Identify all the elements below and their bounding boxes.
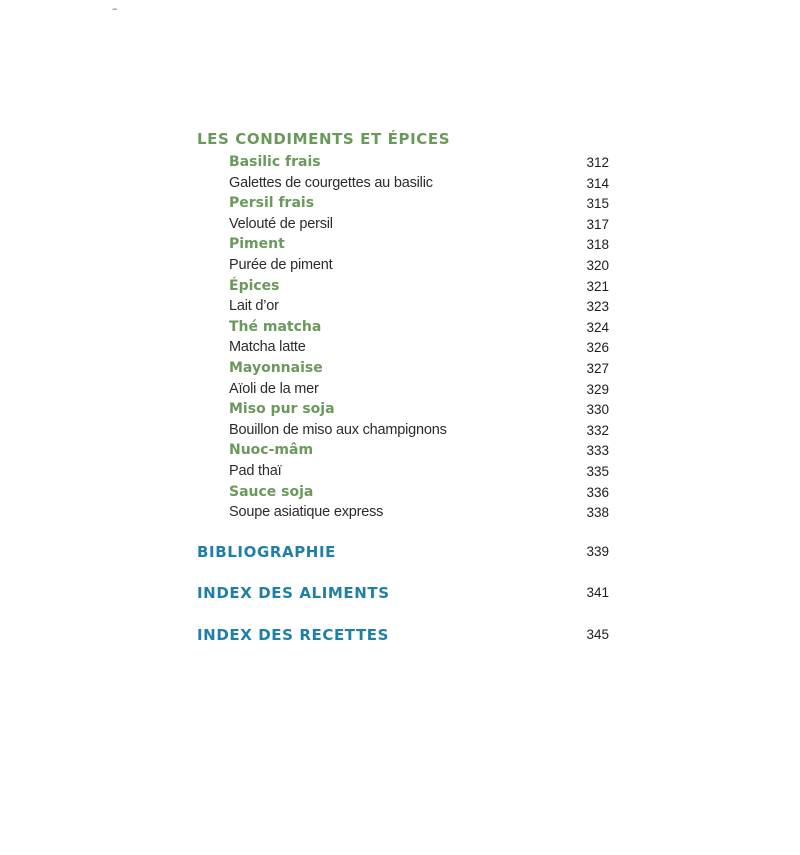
section-title: LES CONDIMENTS ET ÉPICES [197,130,451,148]
toc-entry-label: Aïoli de la mer [229,380,319,397]
toc-entry-page: 321 [586,278,609,294]
toc-major-page: 345 [586,626,609,642]
toc-entry-page: 335 [586,463,609,479]
toc-entry-page: 333 [586,443,609,459]
toc-entry-page: 318 [586,237,609,253]
toc-entry-label: Nuoc-mâm [229,442,314,459]
toc-major-index-aliments[interactable] [197,584,609,626]
toc-entry-basilic-frais[interactable] [197,152,609,173]
toc-entry-label: Soupe asiatique express [229,504,384,521]
toc-entry-label: Pad thaï [229,462,282,479]
toc-entry-pad-thai[interactable] [197,461,609,482]
toc-entry-page: 332 [586,422,609,438]
toc-entry-label: Purée de piment [229,256,333,273]
toc-entry-page: 324 [586,319,609,335]
toc-major-title: BIBLIOGRAPHIE [197,542,336,561]
toc-entry-page: 323 [586,299,609,315]
toc-entry-lait-dor[interactable] [197,296,609,317]
toc-entry-puree[interactable] [197,255,609,276]
toc-entry-piment[interactable] [197,234,609,255]
toc-entry-page: 314 [586,175,609,191]
toc-entry-mayonnaise[interactable] [197,358,609,379]
toc-entry-page: 330 [586,402,609,418]
toc-entry-page: 329 [586,381,609,397]
toc-entry-page: 312 [586,155,609,170]
toc-entry-soupe[interactable] [197,502,609,523]
toc-major-index-recettes[interactable] [197,626,609,668]
toc-entry-nuoc-mam[interactable] [197,440,609,461]
toc-entry-label: Persil frais [229,195,315,212]
toc-entry-page: 317 [586,216,609,232]
toc-entry-label: Basilic frais [229,154,321,170]
toc-entry-page: 327 [586,360,609,376]
corner-mark: – [112,2,118,15]
toc-entry-label: Mayonnaise [229,359,323,376]
toc-entry-epices[interactable] [197,276,609,297]
toc-entry-label: Miso pur soja [229,401,335,418]
toc-entry-page: 336 [586,484,609,500]
toc-entry-galettes[interactable] [197,173,609,194]
toc-major-bibliographie[interactable] [197,543,609,585]
toc-entry-label: Piment [229,236,285,253]
toc-entry-page: 338 [586,505,609,521]
toc-entry-aioli[interactable] [197,379,609,400]
toc-entry-veloute[interactable] [197,214,609,235]
toc-entry-page: 315 [586,196,609,212]
toc-entry-label: Lait d’or [229,298,279,315]
toc-major-page: 339 [586,543,609,559]
toc-entry-label: Épices [229,277,280,294]
toc-entry-persil-frais[interactable] [197,193,609,214]
section-heading [197,126,609,152]
toc-entry-miso[interactable] [197,399,609,420]
toc-entry-label: Thé matcha [229,318,322,335]
toc-entry-label: Bouillon de miso aux champignons [229,421,447,438]
toc-entry-label: Velouté de persil [229,215,333,232]
toc-entry-page: 326 [586,340,609,356]
toc-entry-bouillon[interactable] [197,420,609,441]
toc-entry-sauce-soja[interactable] [197,482,609,503]
toc-entry-label: Sauce soja [229,483,314,500]
toc-entry-matcha-latte[interactable] [197,337,609,358]
toc-entry-the-matcha[interactable] [197,317,609,338]
table-of-contents [197,126,609,667]
toc-entry-page: 320 [586,257,609,273]
toc-major-title: INDEX DES RECETTES [197,625,390,644]
toc-major-page: 341 [586,585,609,601]
toc-major-title: INDEX DES ALIMENTS [197,584,390,603]
toc-entry-label: Matcha latte [229,339,306,356]
toc-entry-label: Galettes de courgettes au basilic [229,174,433,191]
